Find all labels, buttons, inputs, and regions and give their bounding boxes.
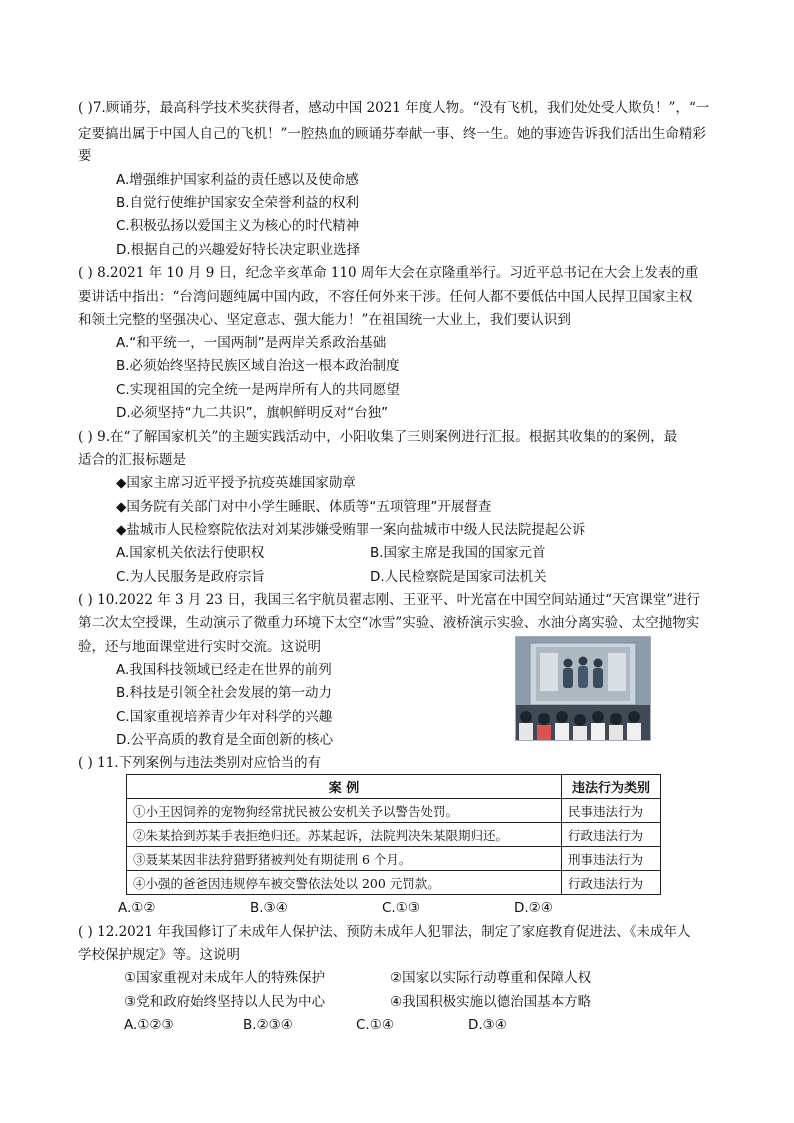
tiangong-classroom-photo: [515, 636, 651, 741]
q10-option-c: C.国家重视培养青少年对科学的兴趣: [116, 709, 333, 725]
q11-option-a: A.①②: [118, 900, 156, 916]
q7-stem-line1: ( )7.顾诵芬，最高科学技术奖获得者，感动中国 2021 年度人物。“没有飞机，我们处处受人欺负！”，“一: [78, 100, 710, 116]
q7-stem-line3: 要: [78, 148, 92, 164]
q11-option-c: C.①③: [382, 900, 420, 916]
q12-statement-3: ③党和政府始终坚持以人民为中心: [124, 994, 326, 1010]
table-cell-case: ③聂某某因非法狩猎野猪被判处有期徒刑 6 个月。: [127, 847, 562, 871]
table-cell-type: 刑事违法行为: [562, 847, 661, 871]
table-cell-case: ①小王因饲养的宠物狗经常扰民被公安机关予以警告处罚。: [127, 799, 562, 823]
table-cell-type: 行政违法行为: [562, 823, 661, 847]
q8-stem-line1: ( ) 8.2021 年 10 月 9 日，纪念辛亥革命 110 周年大会在京隆重举行。习近平总书记在大会上发表的重: [78, 265, 699, 281]
table-header-case: 案 例: [127, 775, 562, 799]
q10-option-d: D.公平高质的教育是全面创新的核心: [116, 732, 334, 748]
q12-statement-4: ④我国积极实施以德治国基本方略: [390, 994, 592, 1010]
q11-option-d: D.②④: [514, 900, 553, 916]
q10-stem-line3: 验，还与地面课堂进行实时交流。这说明: [78, 639, 321, 655]
q10-option-b: B.科技是引领全社会发展的第一动力: [116, 685, 333, 701]
table-header-type: 违法行为类别: [562, 775, 661, 799]
q11-case-table: [126, 774, 661, 895]
q9-option-d: D.人民检察院是国家司法机关: [370, 569, 547, 585]
q9-case-3: ◆盐城市人民检察院依法对刘某涉嫌受贿罪一案向盐城市中级人民法院提起公诉: [116, 522, 586, 538]
q7-option-a: A.增强维护国家利益的责任感以及使命感: [116, 172, 359, 188]
q7-option-b: B.自觉行使维护国家安全荣誉利益的权利: [116, 195, 360, 211]
q9-option-c: C.为人民服务是政府宗旨: [116, 569, 265, 585]
q12-option-d: D.③④: [468, 1017, 507, 1033]
table-cell-type: 民事违法行为: [562, 799, 661, 823]
table-row: [127, 799, 661, 823]
table-cell-case: ②朱某拾到苏某手表拒绝归还。苏某起诉，法院判决朱某限期归还。: [127, 823, 562, 847]
q8-option-a: A.“和平统一，一国两制”是两岸关系政治基础: [116, 335, 387, 351]
table-row: [127, 871, 661, 895]
q7-stem-line2: 定要搞出属于中国人自己的飞机！”一腔热血的顾诵芬奉献一事、终一生。她的事迹告诉我们活出生命精彩: [78, 126, 706, 142]
table-cell-case: ④小强的爸爸因违规停车被交警依法处以 200 元罚款。: [127, 871, 562, 895]
q12-stem-line1: ( ) 12.2021 年我国修订了未成年人保护法、预防未成年人犯罪法，制定了家庭教育促进法、《未成年人: [78, 924, 691, 940]
q9-option-b: B.国家主席是我国的国家元首: [370, 545, 546, 561]
q12-option-c: C.①④: [356, 1017, 394, 1033]
q9-case-2: ◆国务院有关部门对中小学生睡眠、体质等“五项管理”开展督查: [116, 499, 492, 515]
q9-option-a: A.国家机关依法行使职权: [116, 545, 265, 561]
q12-statement-2: ②国家以实际行动尊重和保障人权: [390, 970, 592, 986]
q12-option-a: A.①②③: [124, 1017, 174, 1033]
q7-option-d: D.根据自己的兴趣爱好特长决定职业选择: [116, 242, 361, 258]
q9-case-1: ◆国家主席习近平授予抗疫英雄国家勋章: [116, 475, 356, 491]
q12-stem-line2: 学校保护规定》等。这说明: [78, 947, 240, 963]
table-row: [127, 847, 661, 871]
table-row: [127, 823, 661, 847]
q11-option-b: B.③④: [250, 900, 288, 916]
q8-option-c: C.实现祖国的完全统一是两岸所有人的共同愿望: [116, 382, 400, 398]
q8-option-b: B.必须始终坚持民族区域自治这一根本政治制度: [116, 358, 400, 374]
q9-stem-line1: ( ) 9.在“了解国家机关”的主题实践活动中，小阳收集了三则案例进行汇报。根据其收集的的案例，最: [78, 429, 678, 445]
table-cell-type: 行政违法行为: [562, 871, 661, 895]
photo-illustration: [516, 637, 650, 740]
q12-option-b: B.②③④: [243, 1017, 293, 1033]
q10-stem-line1: ( ) 10.2022 年 3 月 23 日，我国三名宇航员翟志刚、王亚平、叶光富在中国空间站通过“天宫课堂”进行: [78, 592, 700, 608]
q11-stem: ( ) 11.下列案例与违法类别对应恰当的有: [78, 755, 322, 771]
q10-stem-line2: 第二次太空授课，生动演示了微重力环境下太空“冰雪”实验、液桥演示实验、水油分离实验、太空抛物实: [78, 615, 700, 631]
q9-stem-line2: 适合的汇报标题是: [78, 452, 186, 468]
q8-option-d: D.必须坚持“九二共识”，旗帜鲜明反对“台独”: [116, 405, 389, 421]
table-header-row: [127, 775, 661, 799]
q12-statement-1: ①国家重视对未成年人的特殊保护: [124, 970, 326, 986]
q10-option-a: A.我国科技领域已经走在世界的前列: [116, 662, 332, 678]
q7-option-c: C.积极弘扬以爱国主义为核心的时代精神: [116, 218, 360, 234]
q8-stem-line3: 和领土完整的坚强决心、坚定意志、强大能力！”在祖国统一大业上，我们要认识到: [78, 312, 571, 328]
q8-stem-line2: 要讲话中指出：“台湾问题纯属中国内政，不容任何外来干涉。任何人都不要低估中国人民捍卫国家主权: [78, 289, 693, 305]
